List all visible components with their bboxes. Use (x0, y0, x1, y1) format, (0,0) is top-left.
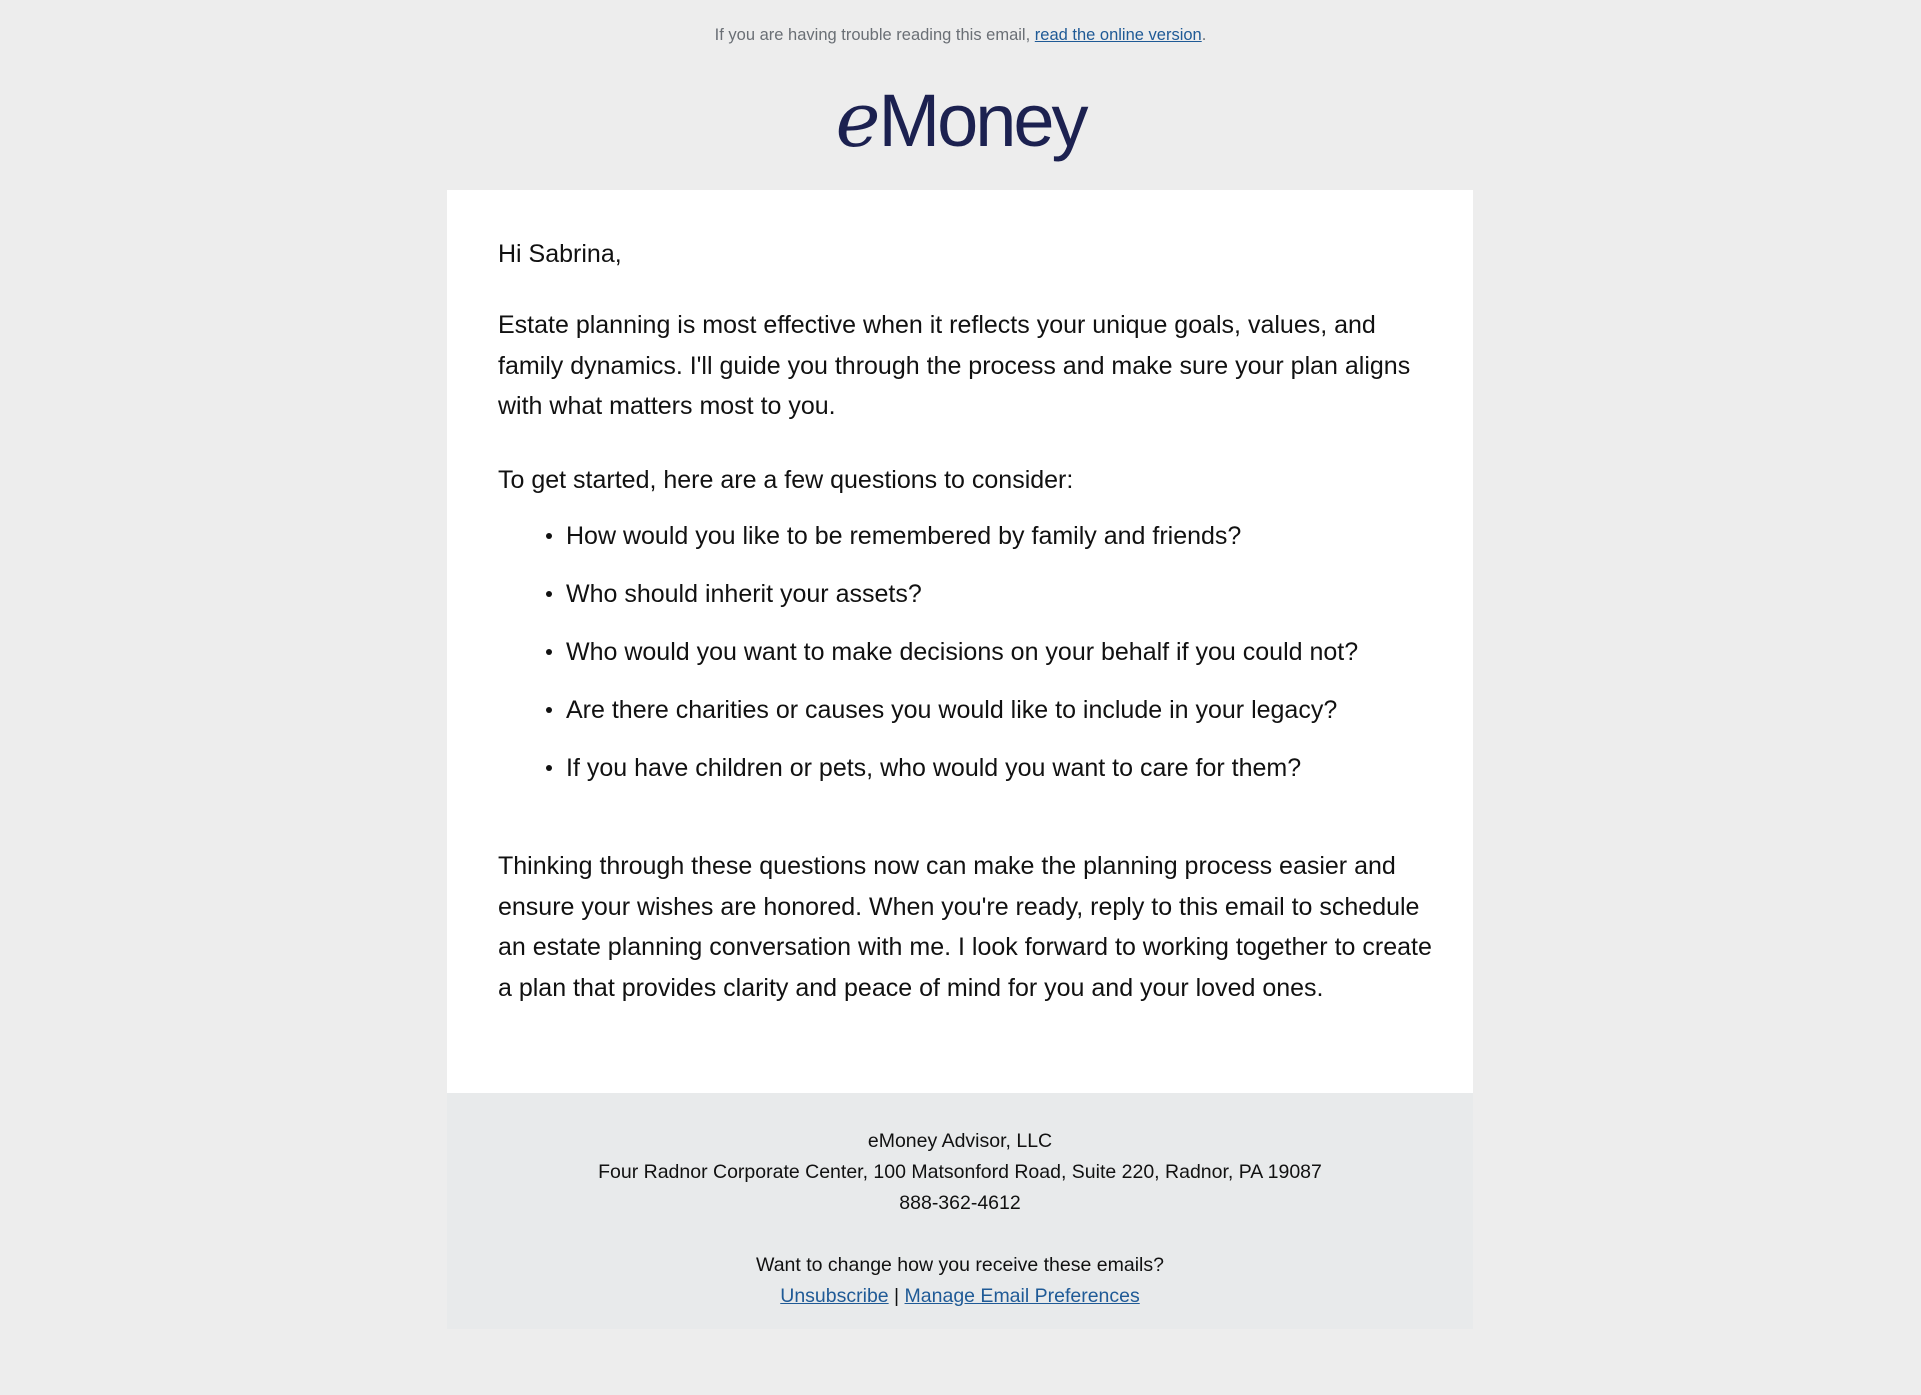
list-item (498, 753, 1358, 811)
bullet-icon (546, 649, 552, 655)
list-item (498, 695, 1358, 753)
list-item (498, 579, 1358, 637)
question-text: Who should inherit your assets? (566, 580, 922, 608)
footer-company: eMoney Advisor, LLC (867, 1130, 1053, 1152)
footer-address: Four Radnor Corporate Center, 100 Matsonford Road, Suite 220, Radnor, PA 19087 (598, 1161, 1322, 1183)
email-footer (447, 1093, 1473, 1329)
preheader (0, 26, 1921, 45)
logo-e: e (835, 75, 879, 164)
online-version-link[interactable]: read the online version (1034, 26, 1202, 44)
question-text: If you have children or pets, who would you want to care for them? (566, 754, 1302, 782)
emoney-logo (0, 75, 1921, 164)
list-item (498, 521, 1358, 579)
email-body-card (447, 190, 1473, 1093)
question-text: Who would you want to make decisions on your behalf if you could not? (566, 638, 1359, 666)
logo-money: Money (878, 79, 1086, 162)
link-separator: | (888, 1285, 905, 1307)
preheader-text: If you are having trouble reading this email, (714, 26, 1035, 44)
bullet-icon (546, 765, 552, 771)
questions-list (498, 521, 1358, 811)
footer-phone: 888-362-4612 (899, 1192, 1021, 1214)
footer-links (447, 1281, 1473, 1312)
intro-paragraph: Estate planning is most effective when it reflects your unique goals, values, and family dynamics. I'll guide you through the process and make sure your plan aligns with what matters most to you. (498, 311, 1411, 421)
bullet-icon (546, 591, 552, 597)
question-text: Are there charities or causes you would like to include in your legacy? (566, 696, 1338, 724)
greeting: Hi Sabrina, (498, 240, 622, 268)
bullet-icon (546, 533, 552, 539)
question-text: How would you like to be remembered by family and friends? (566, 522, 1242, 550)
list-item (498, 637, 1358, 695)
bullet-icon (546, 707, 552, 713)
manage-preferences-link[interactable]: Manage Email Preferences (904, 1285, 1140, 1307)
questions-intro: To get started, here are a few questions to consider: (498, 466, 1074, 494)
unsubscribe-link[interactable]: Unsubscribe (780, 1285, 889, 1307)
closing-paragraph: Thinking through these questions now can make the planning process easier and ensure your wishes are honored. When you're ready, reply to this email to schedule an estate planning conversation with me. I look forward to working together to create a plan that provides clarity and peace of mind for you and your loved ones. (498, 852, 1432, 1002)
footer-prompt: Want to change how you receive these emails? (756, 1254, 1164, 1276)
preheader-period: . (1201, 26, 1207, 44)
